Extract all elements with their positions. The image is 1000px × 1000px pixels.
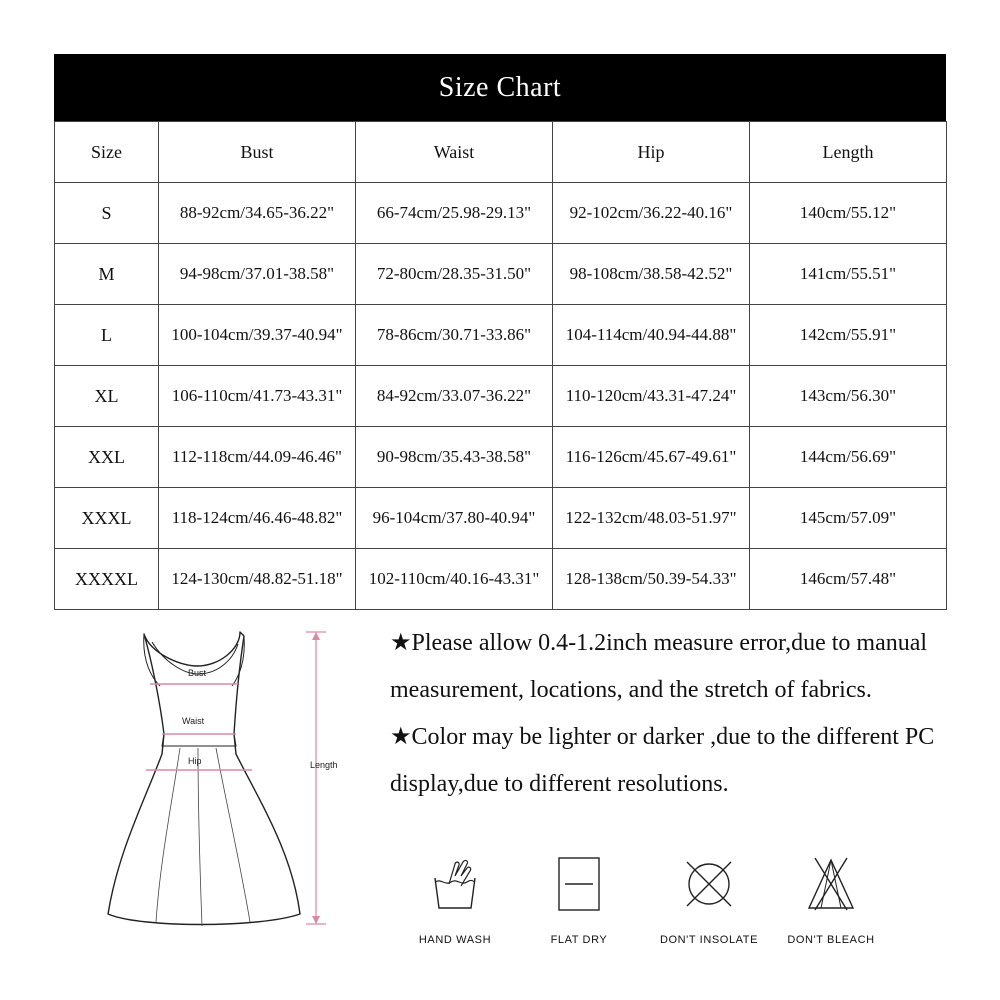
header-hip: Hip	[553, 122, 750, 183]
length-cell: 145cm/57.09"	[750, 488, 947, 549]
size-cell: XXL	[55, 427, 159, 488]
hand-wash-label: HAND WASH	[418, 934, 492, 946]
bust-cell: 112-118cm/44.09-46.46"	[159, 427, 356, 488]
table-row	[55, 305, 947, 366]
bust-label: Bust	[188, 668, 207, 678]
flat-dry-label: FLAT DRY	[550, 934, 608, 946]
size-cell: M	[55, 244, 159, 305]
table-header-row	[55, 122, 947, 183]
note-color	[390, 714, 950, 808]
header-size: Size	[55, 122, 159, 183]
size-chart	[54, 54, 946, 610]
care-dont-insolate	[644, 850, 774, 960]
dress-measurement-diagram	[60, 622, 360, 932]
hip-cell: 116-126cm/45.67-49.61"	[553, 427, 750, 488]
dont-insolate-label: DON'T INSOLATE	[659, 934, 759, 946]
table-row	[55, 427, 947, 488]
size-cell: XL	[55, 366, 159, 427]
hand-wash-icon	[425, 854, 485, 914]
size-cell: XXXL	[55, 488, 159, 549]
size-table	[54, 121, 947, 610]
hip-cell: 110-120cm/43.31-47.24"	[553, 366, 750, 427]
length-arrow-up	[312, 632, 320, 640]
length-cell: 140cm/55.12"	[750, 183, 947, 244]
waist-cell: 84-92cm/33.07-36.22"	[356, 366, 553, 427]
dont-bleach-label: DON'T BLEACH	[787, 934, 875, 946]
header-waist: Waist	[356, 122, 553, 183]
dont-insolate-icon	[679, 854, 739, 914]
flat-dry-icon	[549, 854, 609, 914]
table-row	[55, 183, 947, 244]
hip-cell: 104-114cm/40.94-44.88"	[553, 305, 750, 366]
care-instructions	[390, 850, 930, 960]
header-length: Length	[750, 122, 947, 183]
hip-cell: 128-138cm/50.39-54.33"	[553, 549, 750, 610]
care-dont-bleach	[766, 850, 896, 960]
table-row	[55, 488, 947, 549]
length-cell: 144cm/56.69"	[750, 427, 947, 488]
length-cell: 142cm/55.91"	[750, 305, 947, 366]
size-cell: XXXXL	[55, 549, 159, 610]
bust-cell: 88-92cm/34.65-36.22"	[159, 183, 356, 244]
size-cell: L	[55, 305, 159, 366]
hip-cell: 92-102cm/36.22-40.16"	[553, 183, 750, 244]
bust-cell: 118-124cm/46.46-48.82"	[159, 488, 356, 549]
size-cell: S	[55, 183, 159, 244]
waist-label: Waist	[182, 716, 205, 726]
waist-cell: 90-98cm/35.43-38.58"	[356, 427, 553, 488]
hip-label: Hip	[188, 756, 202, 766]
length-cell: 146cm/57.48"	[750, 549, 947, 610]
length-label: Length	[310, 760, 338, 770]
hip-cell: 98-108cm/38.58-42.52"	[553, 244, 750, 305]
table-row	[55, 244, 947, 305]
care-flat-dry	[514, 850, 644, 960]
note-measure-error-text: Please allow 0.4-1.2inch measure error,due to manual measurement, locations, and the stretch of fabrics.	[390, 630, 928, 703]
note-color-text: Color may be lighter or darker ,due to the different PC display,due to different resolutions.	[390, 724, 935, 797]
bust-cell: 94-98cm/37.01-38.58"	[159, 244, 356, 305]
table-row	[55, 549, 947, 610]
bust-cell: 100-104cm/39.37-40.94"	[159, 305, 356, 366]
bust-cell: 124-130cm/48.82-51.18"	[159, 549, 356, 610]
waist-cell: 72-80cm/28.35-31.50"	[356, 244, 553, 305]
waist-cell: 66-74cm/25.98-29.13"	[356, 183, 553, 244]
length-cell: 141cm/55.51"	[750, 244, 947, 305]
waist-cell: 102-110cm/40.16-43.31"	[356, 549, 553, 610]
notes	[390, 620, 950, 808]
hip-cell: 122-132cm/48.03-51.97"	[553, 488, 750, 549]
care-hand-wash	[390, 850, 520, 960]
bust-cell: 106-110cm/41.73-43.31"	[159, 366, 356, 427]
waist-cell: 96-104cm/37.80-40.94"	[356, 488, 553, 549]
note-measure-error	[390, 620, 950, 714]
table-row	[55, 366, 947, 427]
dont-bleach-icon	[801, 854, 861, 914]
length-arrow-down	[312, 916, 320, 924]
size-chart-title: Size Chart	[54, 54, 946, 121]
header-bust: Bust	[159, 122, 356, 183]
star-icon: ★	[390, 724, 412, 750]
waist-cell: 78-86cm/30.71-33.86"	[356, 305, 553, 366]
length-cell: 143cm/56.30"	[750, 366, 947, 427]
dress-illustration	[60, 622, 360, 932]
star-icon: ★	[390, 630, 412, 656]
